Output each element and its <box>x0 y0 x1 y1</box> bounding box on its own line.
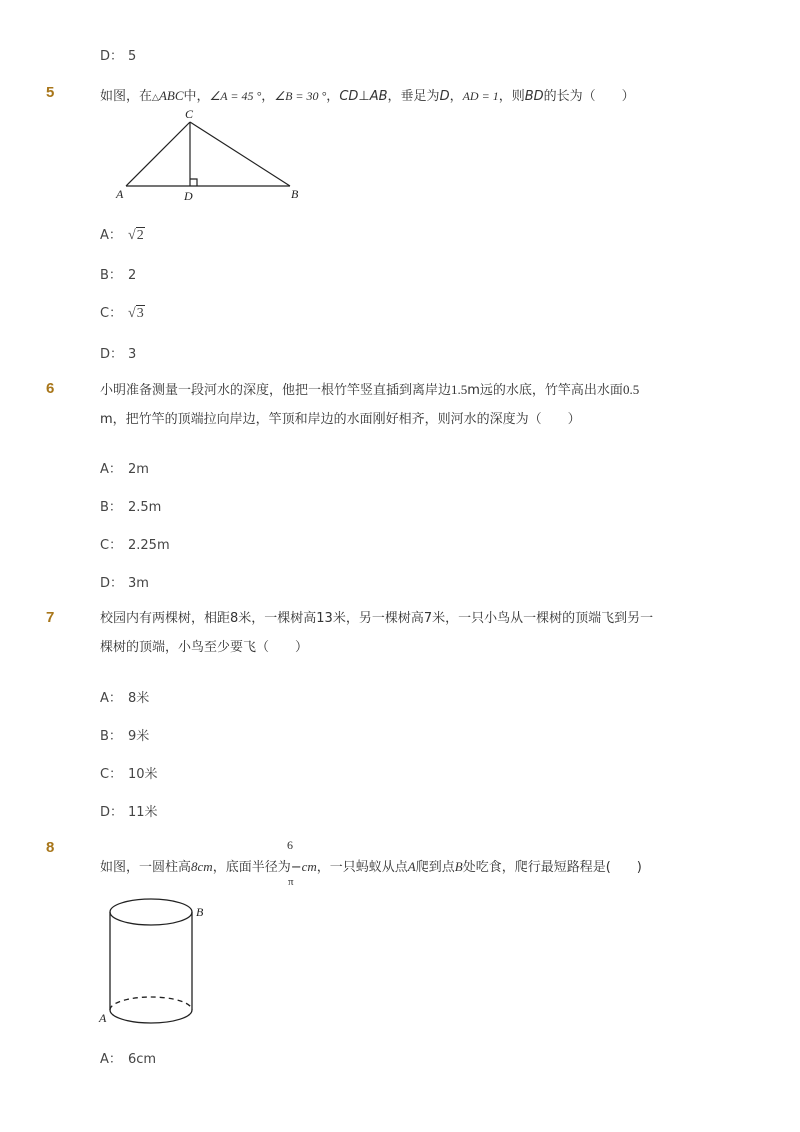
q6-option-a[interactable] <box>100 458 149 477</box>
point-a: A <box>407 859 416 874</box>
option-key: B： <box>100 729 122 744</box>
cylinder-top <box>110 899 192 925</box>
option-value: 8米 <box>128 691 150 706</box>
question-5-text <box>100 86 635 108</box>
q5-text-part: ， <box>261 89 275 104</box>
triangle-abc: ABC <box>158 88 184 103</box>
q5-option-d[interactable] <box>100 343 136 362</box>
fraction-numerator: 6 <box>287 838 293 852</box>
option-key: D： <box>100 49 124 64</box>
q7-option-d[interactable] <box>100 801 158 820</box>
right-angle-mark <box>190 179 197 186</box>
cylinder-bottom-front <box>110 1010 192 1023</box>
option-value: 9米 <box>128 729 150 744</box>
q5-option-a[interactable] <box>100 224 145 244</box>
option-key: C： <box>100 538 123 553</box>
distance-value: 1.5 <box>451 382 468 397</box>
triangle-figure <box>112 106 312 202</box>
question-6-line-1 <box>100 380 639 401</box>
q5-option-b[interactable] <box>100 264 136 283</box>
q5-text-part: ， <box>326 89 340 104</box>
option-value: 11米 <box>128 805 158 820</box>
option-value: 3m <box>128 576 149 591</box>
question-7-line-2: 棵树的顶端，小鸟至少要飞（ ） <box>100 640 309 655</box>
option-key: B： <box>100 500 122 515</box>
q6-text-part: m远的水底，竹竿高出水面 <box>467 383 623 398</box>
option-value: 2.25m <box>128 538 170 553</box>
q5-text-part: 中， <box>183 89 210 104</box>
q8-text-part: 处吃食，爬行最短路程是( ) <box>462 860 642 875</box>
radius-unit: cm <box>301 859 317 874</box>
q7-option-b[interactable] <box>100 725 149 744</box>
cd-perp-ab: CD⊥AB <box>339 89 388 104</box>
ad-equals-1: AD = 1 <box>462 89 499 103</box>
option-value: 2.5m <box>128 500 162 515</box>
label-b: B <box>291 187 299 201</box>
label-a: A <box>116 187 124 201</box>
radicand: 3 <box>136 306 144 321</box>
option-key: D： <box>100 347 124 362</box>
q7-option-c[interactable] <box>100 763 158 782</box>
segment-bd: BD <box>524 89 544 104</box>
option-value: 10米 <box>128 767 158 782</box>
angle-b: ∠B = 30 ° <box>274 89 327 103</box>
option-key: C： <box>100 767 123 782</box>
side-cb <box>190 122 290 186</box>
label-d: D <box>184 189 193 202</box>
q6-option-d[interactable] <box>100 572 149 591</box>
question-number-8: 8 <box>46 839 55 856</box>
option-key: A： <box>100 228 122 243</box>
point-b: B <box>454 859 463 874</box>
option-key: A： <box>100 1052 122 1067</box>
option-key: C： <box>100 306 123 321</box>
question-7-line-1: 校园内有两棵树，相距8米，一棵树高13米，另一棵树高7米，一只小鸟从一棵树的顶端飞到另一 <box>100 611 654 626</box>
option-value: 3 <box>128 347 137 362</box>
prev-option-d[interactable] <box>100 45 136 64</box>
height-value: 0.5 <box>622 382 640 397</box>
option-key: B： <box>100 268 122 283</box>
fraction-bar: − <box>290 860 302 875</box>
cylinder-figure <box>96 894 216 1030</box>
option-value: 2m <box>128 462 149 477</box>
q8-text-part: 如图，一圆柱高 <box>100 860 192 875</box>
radicand: 2 <box>136 228 144 243</box>
label-a: A <box>99 1011 107 1025</box>
label-c: C <box>185 107 194 121</box>
triangle-symbol: △ <box>152 93 159 103</box>
option-value: 6cm <box>128 1052 157 1067</box>
option-key: A： <box>100 691 122 706</box>
option-key: A： <box>100 462 122 477</box>
label-b: B <box>196 905 204 919</box>
question-6-line-2: m，把竹竿的顶端拉向岸边，竿顶和岸边的水面刚好相齐，则河水的深度为（ ） <box>100 412 581 427</box>
q5-text-part: 如图，在 <box>100 89 153 104</box>
q6-option-c[interactable] <box>100 534 170 553</box>
q6-text-part: 小明准备测量一段河水的深度，他把一根竹竿竖直插到离岸边 <box>100 383 452 398</box>
option-value: 5 <box>128 49 137 64</box>
q7-option-a[interactable] <box>100 687 149 706</box>
option-value: 2 <box>128 268 137 283</box>
q8-text-part: ，底面半径为 <box>212 860 291 875</box>
option-key: D： <box>100 576 124 591</box>
question-8-text <box>100 857 642 878</box>
fraction-denominator: π <box>288 876 294 888</box>
option-key: D： <box>100 805 124 820</box>
q6-option-b[interactable] <box>100 496 161 515</box>
q5-text-part: ， <box>449 89 463 104</box>
q8-text-part: ，一只蚂蚁从点 <box>316 860 408 875</box>
sqrt-2: √2 <box>128 228 144 243</box>
q5-text-part: 的长为（ ） <box>543 89 635 104</box>
q8-option-a[interactable] <box>100 1048 156 1067</box>
q5-text-part: ，垂足为 <box>387 89 440 104</box>
q5-text-part: ，则 <box>498 89 525 104</box>
angle-a: ∠A = 45 ° <box>209 89 262 103</box>
question-number-5: 5 <box>46 84 55 101</box>
q8-text-part: 爬到点 <box>415 860 455 875</box>
cylinder-height: 8cm <box>191 859 213 874</box>
question-number-7: 7 <box>46 609 55 626</box>
cylinder-bottom-back <box>110 997 192 1010</box>
sqrt-3: √3 <box>128 306 144 321</box>
point-d: D <box>439 89 450 104</box>
question-number-6: 6 <box>46 380 55 397</box>
q5-option-c[interactable] <box>100 302 145 322</box>
side-ac <box>126 122 190 186</box>
